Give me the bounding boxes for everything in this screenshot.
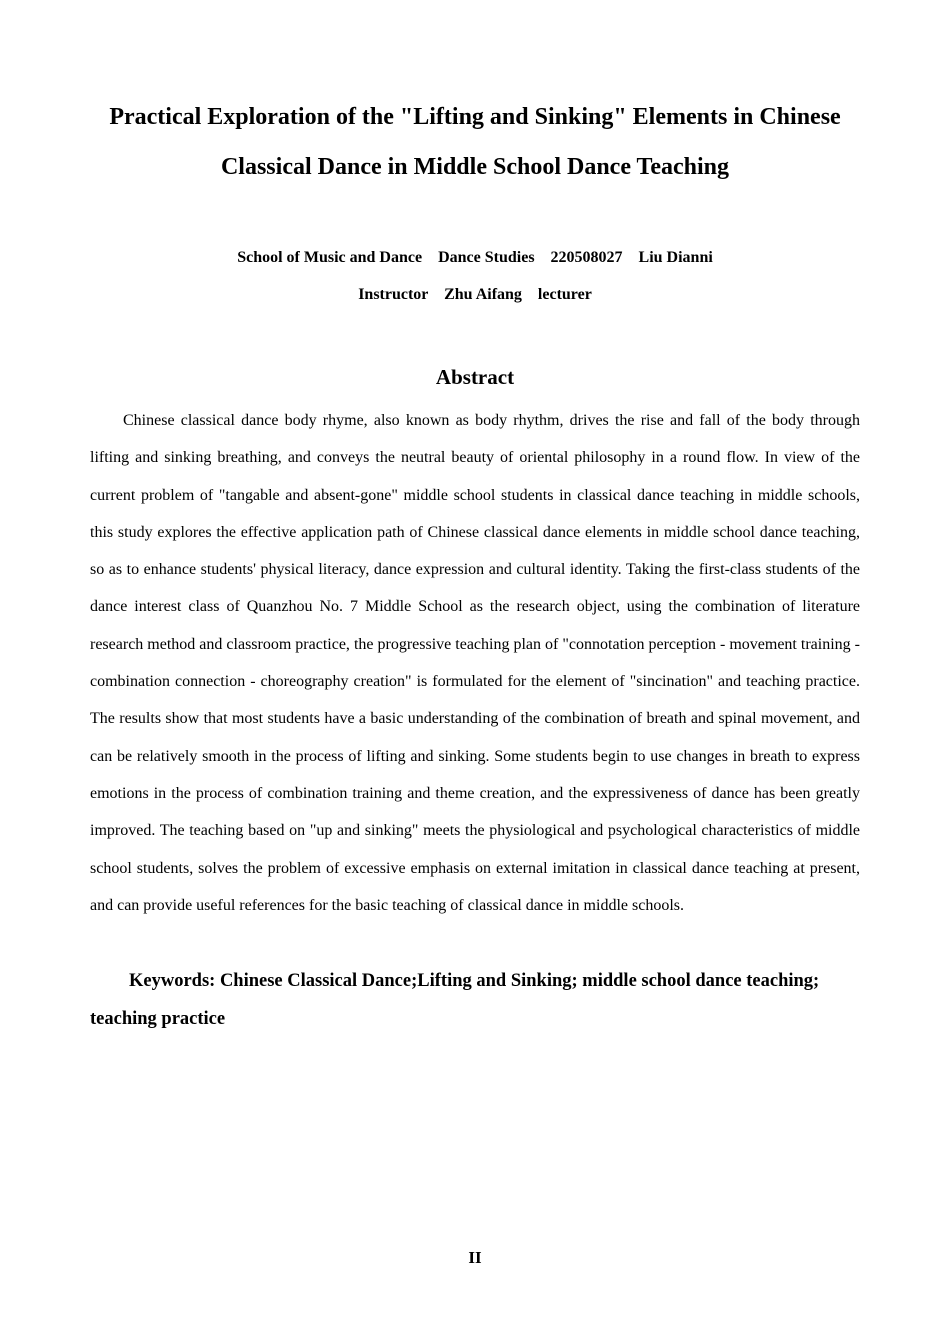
- author-info-line: School of Music and Dance Dance Studies 220508027 Liu Dianni: [237, 249, 713, 266]
- paper-title: Practical Exploration of the "Lifting and Sinking" Elements in Chinese Classical Dance in Middle School Dance Teaching: [109, 104, 841, 180]
- keywords-line: Keywords: Chinese Classical Dance;Lifting and Sinking; middle school dance teaching; teaching practice: [90, 971, 820, 1029]
- page-number: II: [468, 1248, 482, 1267]
- abstract-body: Chinese classical dance body rhyme, also known as body rhythm, drives the rise and fall of the body through lifting and sinking breathing, and conveys the neutral beauty of oriental philosophy in a round flow. In view of the current problem of "tangable and absent-gone" middle school students in classical dance teaching in middle schools, this study explores the effective application path of Chinese classical dance elements in middle school dance teaching, so as to enhance students' physical literacy, dance expression and cultural identity. Taking the first-class students of the dance interest class of Quanzhou No. 7 Middle School as the research object, using the combination of literature research method and classroom practice, the progressive teaching plan of "connotation perception - movement training - combination connection - choreography creation" is formulated for the element of "sincination" and teaching practice. The results show that most students have a basic understanding of the combination of breath and spinal movement, and can be relatively smooth in the process of lifting and sinking. Some students begin to use changes in breath to express emotions in the process of combination training and theme creation, and the expressiveness of dance has been greatly improved. The teaching based on "up and sinking" meets the physiological and psychological characteristics of middle school students, solves the problem of excessive emphasis on external imitation in classical dance teaching at present, and can provide useful references for the basic teaching of classical dance in middle schools.: [90, 412, 860, 914]
- instructor-info-line: Instructor Zhu Aifang lecturer: [358, 286, 592, 303]
- abstract-heading: Abstract: [435, 365, 515, 389]
